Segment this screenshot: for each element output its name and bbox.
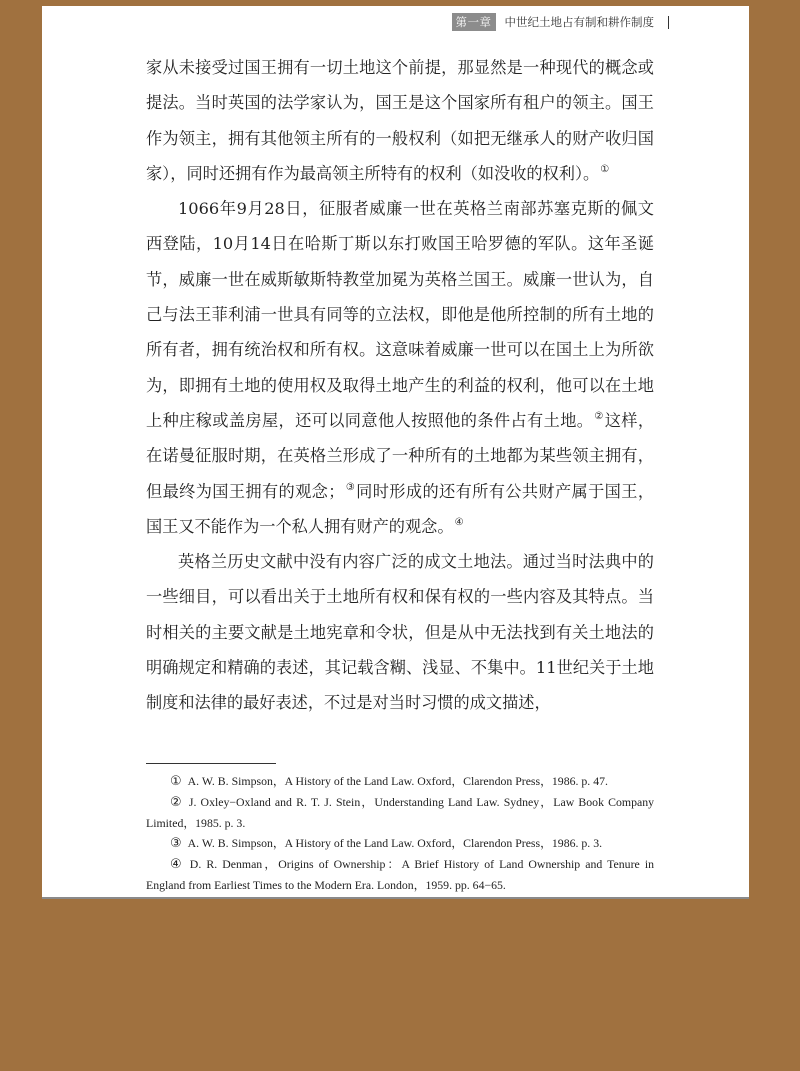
footnote-mark: ④ [170, 857, 184, 872]
footnote-mark: ③ [170, 836, 182, 851]
footnote-2 [146, 792, 654, 833]
footnote-text: J. Oxley−Oxland and R. T. J. Stein，Understanding Land Law. Sydney，Law Book Company Limited，1985. p. 3. [146, 795, 655, 830]
footnote-3 [146, 833, 654, 854]
footnote-1 [146, 771, 654, 792]
footnote-text: D. R. Denman，Origins of Ownership：A Brief History of Land Ownership and Tenure in England from Earliest Times to the Modern Era. London，1959. pp. 64−65. [146, 857, 654, 892]
paragraph-1 [146, 50, 654, 191]
footnote-ref-3[interactable]: ③ [345, 481, 356, 493]
header-divider [668, 16, 669, 29]
chapter-label: 第一章 [452, 13, 496, 31]
footnote-ref-4[interactable]: ④ [454, 516, 464, 528]
paragraph-text: 家从未接受过国王拥有一切土地这个前提，那显然是一种现代的概念或提法。当时英国的法学家认为，国王是这个国家所有租户的领主。国王作为领主，拥有其他领主所有的一般权利（如把无继承人的财产收归国家），同时还拥有作为最高领主所特有的权利（如没收的权利）。 [146, 58, 654, 183]
paragraph-text: 这样，在诺曼征服时期，在英格兰形成了一种所有的土地都为某些领主拥有，但最终为国王拥有的观念； [146, 410, 655, 501]
footnote-divider [146, 763, 276, 764]
footnote-mark: ① [170, 774, 182, 789]
paragraph-2 [146, 191, 654, 544]
footnote-text: A. W. B. Simpson，A History of the Land Law. Oxford，Clarendon Press，1986. p. 47. [187, 774, 608, 788]
paragraph-text: 1066年9月28日，征服者威廉一世在英格兰南部苏塞克斯的佩文西登陆，10月14日在哈斯丁斯以东打败国王哈罗德的军队。这年圣诞节，威廉一世在威斯敏斯特教堂加冕为英格兰国王。威廉一世认为，自己与法王菲利浦一世具有同等的立法权，即他是他所控制的所有土地的所有者，拥有统治权和所有权。这意味着威廉一世可以在国土上为所欲为，即拥有土地的使用权及取得土地产生的利益的权利，他可以在土地上种庄稼或盖房屋，还可以同意他人按照他的条件占有土地。 [146, 199, 654, 430]
paragraph-text: 同时形成的还有所有公共财产属于国王，国王又不能作为一个私人拥有财产的观念。 [146, 481, 655, 536]
chapter-title: 中世纪土地占有制和耕作制度 [504, 15, 654, 29]
footnote-ref-1[interactable]: ① [600, 163, 610, 175]
footnote-text: A. W. B. Simpson，A History of the Land Law. Oxford，Clarendon Press，1986. p. 3. [187, 836, 603, 850]
footnotes [146, 771, 654, 895]
paragraph-3 [146, 544, 654, 720]
body-text [146, 50, 654, 721]
paragraph-text: 英格兰历史文献中没有内容广泛的成文土地法。通过当时法典中的一些细目，可以看出关于土地所有权和保有权的一些内容及其特点。当时相关的主要文献是土地宪章和令状，但是从中无法找到有关土地法的明确规定和精确的表述，其记载含糊、浅显、不集中。11世纪关于土地制度和法律的最好表述，不过是对当时习惯的成文描述， [146, 552, 654, 713]
footnote-mark: ② [170, 795, 183, 810]
footnote-ref-2[interactable]: ② [594, 410, 604, 422]
running-header [452, 13, 670, 31]
footnote-4 [146, 854, 654, 895]
book-page [42, 6, 749, 897]
